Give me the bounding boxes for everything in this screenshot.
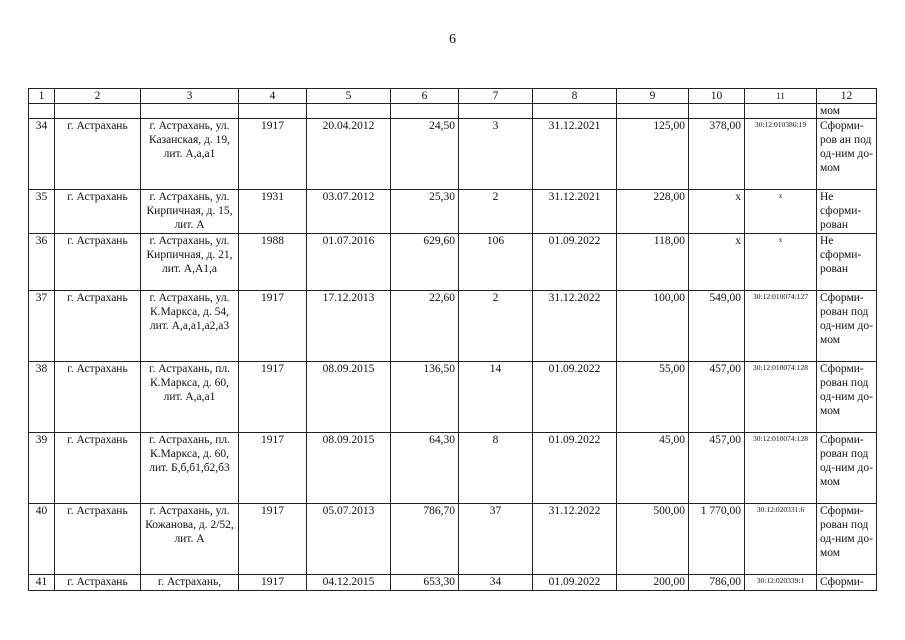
value10-cell: 457,00	[689, 433, 745, 504]
table-row	[29, 504, 877, 575]
year-cell: 1917	[239, 362, 307, 433]
table-row	[29, 362, 877, 433]
header-row	[29, 89, 877, 104]
deadline-cell: 01.09.2022	[533, 362, 617, 433]
year-cell: 1917	[239, 433, 307, 504]
city-cell: г. Астрахань	[55, 433, 141, 504]
value10-cell: 786,00	[689, 575, 745, 591]
deadline-cell: 31.12.2022	[533, 291, 617, 362]
table-row	[29, 291, 877, 362]
header-cell: 10	[689, 89, 745, 104]
row-number: 40	[29, 504, 55, 575]
date-cell: 01.07.2016	[307, 234, 391, 291]
value9-cell: 200,00	[617, 575, 689, 591]
value10-cell: 1 770,00	[689, 504, 745, 575]
value10-cell: х	[689, 234, 745, 291]
deadline-cell: 01.09.2022	[533, 234, 617, 291]
header-cell: 1	[29, 89, 55, 104]
city-cell: г. Астрахань	[55, 190, 141, 234]
row-number: 34	[29, 119, 55, 190]
address-cell: г. Астрахань, пл. К.Маркса, д. 60, лит. А,а,а1	[141, 362, 239, 433]
year-cell: 1917	[239, 119, 307, 190]
city-cell: г. Астрахань	[55, 234, 141, 291]
cadastre-cell: 30:12:010074:128	[745, 362, 817, 433]
status-cell: Сформи-ров ан под од-ним до-мом	[817, 119, 877, 190]
year-cell: 1917	[239, 291, 307, 362]
city-cell: г. Астрахань	[55, 291, 141, 362]
header-cell: 3	[141, 89, 239, 104]
city-cell: г. Астрахань	[55, 362, 141, 433]
header-cell: 4	[239, 89, 307, 104]
status-cell: Сформи-	[817, 575, 877, 591]
deadline-cell: 31.12.2021	[533, 119, 617, 190]
area-cell: 25,30	[391, 190, 459, 234]
table-row	[29, 575, 877, 591]
deadline-cell: 31.12.2021	[533, 190, 617, 234]
year-cell: 1917	[239, 575, 307, 591]
area-cell: 653,30	[391, 575, 459, 591]
cadastre-cell: х	[745, 234, 817, 291]
count-cell: 34	[459, 575, 533, 591]
continuation-cell: мом	[817, 104, 877, 119]
value10-cell: 378,00	[689, 119, 745, 190]
area-cell: 786,70	[391, 504, 459, 575]
header-cell: 11	[745, 89, 817, 104]
count-cell: 3	[459, 119, 533, 190]
date-cell: 17.12.2013	[307, 291, 391, 362]
value9-cell: 100,00	[617, 291, 689, 362]
area-cell: 136,50	[391, 362, 459, 433]
header-cell: 9	[617, 89, 689, 104]
count-cell: 2	[459, 190, 533, 234]
date-cell: 04.12.2015	[307, 575, 391, 591]
address-cell: г. Астрахань, ул. К.Маркса, д. 54, лит. А,а,а1,а2,а3	[141, 291, 239, 362]
address-cell: г. Астрахань, пл. К.Маркса, д. 60, лит. Б,б,б1,б2,б3	[141, 433, 239, 504]
row-number: 37	[29, 291, 55, 362]
row-number: 38	[29, 362, 55, 433]
header-cell: 2	[55, 89, 141, 104]
header-cell: 7	[459, 89, 533, 104]
value9-cell: 45,00	[617, 433, 689, 504]
count-cell: 14	[459, 362, 533, 433]
cadastre-cell: 30:12:010074:127	[745, 291, 817, 362]
area-cell: 24,50	[391, 119, 459, 190]
header-cell: 8	[533, 89, 617, 104]
deadline-cell: 01.09.2022	[533, 433, 617, 504]
header-cell: 6	[391, 89, 459, 104]
address-cell: г. Астрахань, ул. Кирпичная, д. 21, лит. А,А1,а	[141, 234, 239, 291]
cadastre-cell: 30:12:010074:128	[745, 433, 817, 504]
count-cell: 8	[459, 433, 533, 504]
cadastre-cell: х	[745, 190, 817, 234]
deadline-cell: 31.12.2022	[533, 504, 617, 575]
address-cell: г. Астрахань, ул. Казанская, д. 19, лит. А,а,а1	[141, 119, 239, 190]
value9-cell: 228,00	[617, 190, 689, 234]
housing-table	[28, 88, 877, 591]
table-row	[29, 433, 877, 504]
cadastre-cell: 30:12:020331:6	[745, 504, 817, 575]
row-number: 39	[29, 433, 55, 504]
date-cell: 08.09.2015	[307, 362, 391, 433]
address-cell: г. Астрахань,	[141, 575, 239, 591]
value10-cell: 549,00	[689, 291, 745, 362]
value9-cell: 500,00	[617, 504, 689, 575]
value10-cell: 457,00	[689, 362, 745, 433]
city-cell: г. Астрахань	[55, 119, 141, 190]
count-cell: 2	[459, 291, 533, 362]
date-cell: 08.09.2015	[307, 433, 391, 504]
table-row	[29, 190, 877, 234]
row-number: 36	[29, 234, 55, 291]
date-cell: 03.07.2012	[307, 190, 391, 234]
count-cell: 37	[459, 504, 533, 575]
status-cell: Сформи-рован под од-ним до-мом	[817, 504, 877, 575]
value9-cell: 55,00	[617, 362, 689, 433]
status-cell: Сформи-рован под од-ним до-мом	[817, 291, 877, 362]
cadastre-cell: 30:12:020339:1	[745, 575, 817, 591]
continuation-row	[29, 104, 877, 119]
status-cell: Не сформи-рован	[817, 234, 877, 291]
address-cell: г. Астрахань, ул. Кирпичная, д. 15, лит. А	[141, 190, 239, 234]
page-number: 6	[449, 32, 456, 47]
row-number: 35	[29, 190, 55, 234]
deadline-cell: 01.09.2022	[533, 575, 617, 591]
header-cell: 5	[307, 89, 391, 104]
value9-cell: 118,00	[617, 234, 689, 291]
year-cell: 1931	[239, 190, 307, 234]
year-cell: 1917	[239, 504, 307, 575]
table-row	[29, 119, 877, 190]
cadastre-cell: 30:12:010386:19	[745, 119, 817, 190]
city-cell: г. Астрахань	[55, 504, 141, 575]
area-cell: 64,30	[391, 433, 459, 504]
area-cell: 22,60	[391, 291, 459, 362]
date-cell: 20.04.2012	[307, 119, 391, 190]
year-cell: 1988	[239, 234, 307, 291]
row-number: 41	[29, 575, 55, 591]
city-cell: г. Астрахань	[55, 575, 141, 591]
count-cell: 106	[459, 234, 533, 291]
status-cell: Сформи-рован под од-ним до-мом	[817, 362, 877, 433]
area-cell: 629,60	[391, 234, 459, 291]
date-cell: 05.07.2013	[307, 504, 391, 575]
table-row	[29, 234, 877, 291]
address-cell: г. Астрахань, ул. Кожанова, д. 2/52, лит. А	[141, 504, 239, 575]
value10-cell: х	[689, 190, 745, 234]
status-cell: Сформи-рован под од-ним до-мом	[817, 433, 877, 504]
status-cell: Не сформи-рован	[817, 190, 877, 234]
value9-cell: 125,00	[617, 119, 689, 190]
header-cell: 12	[817, 89, 877, 104]
